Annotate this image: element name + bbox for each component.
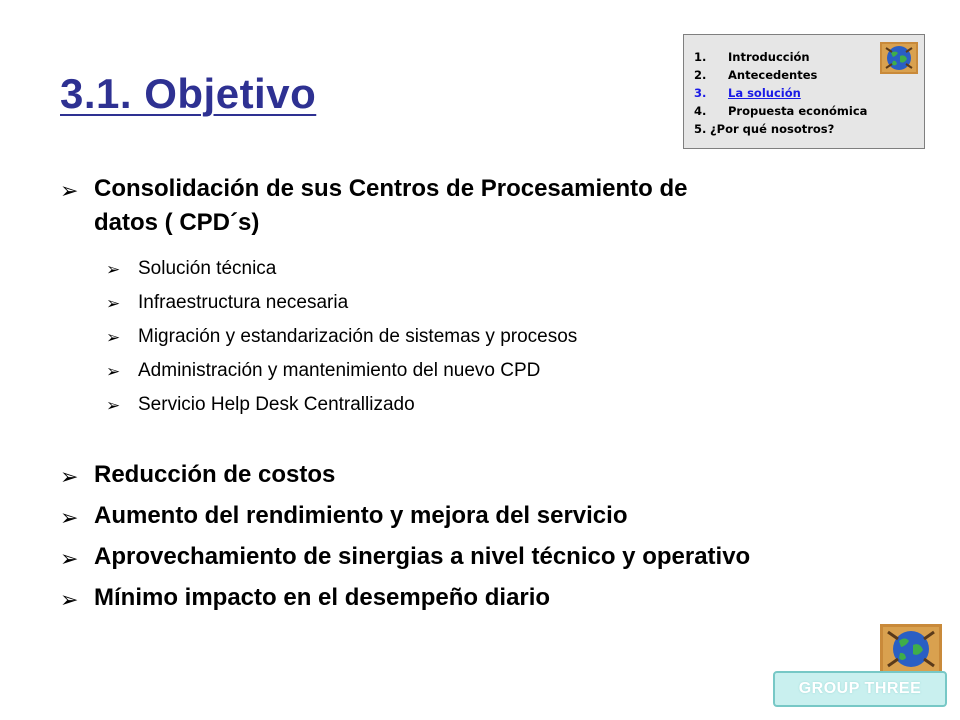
arrow-bullet-icon: ➢ (106, 362, 121, 381)
sub-bullet (106, 292, 940, 314)
sub-bullet-text: Migración y estandarización de sistemas y procesos (138, 326, 578, 347)
arrow-bullet-icon: ➢ (106, 260, 121, 279)
agenda-item-number: 5. (694, 122, 707, 136)
arrow-bullet-icon: ➢ (60, 178, 79, 203)
agenda-item-label[interactable]: La solución (728, 86, 801, 100)
arrow-bullet-icon: ➢ (106, 328, 121, 347)
bullet-text-line: datos ( CPD´s) (94, 209, 260, 236)
bullet-text: Reducción de costos (94, 461, 336, 488)
sub-bullet-text: Solución técnica (138, 258, 277, 279)
agenda-item-number: 4. (694, 104, 707, 118)
agenda-item-label: Introducción (728, 50, 810, 64)
agenda-nav-box (683, 34, 925, 149)
sub-bullet-text: Servicio Help Desk Centrallizado (138, 394, 415, 415)
page-title: 3.1. Objetivo (60, 70, 317, 117)
bullet-minimo-impacto (60, 581, 940, 615)
agenda-item-por-que-nosotros[interactable] (694, 120, 924, 138)
bullet-aumento-rendimiento (60, 499, 940, 533)
agenda-item-label: Antecedentes (728, 68, 818, 82)
benefits-list (60, 458, 940, 622)
globe-icon (880, 42, 918, 74)
sub-bullet-text: Administración y mantenimiento del nuevo CPD (138, 360, 541, 381)
bullet-text-line: Consolidación de sus Centros de Procesamiento de (94, 175, 688, 202)
globe-logo-icon (880, 624, 942, 674)
bullet-sinergias (60, 540, 940, 574)
bullet-text: Aumento del rendimiento y mejora del servicio (94, 502, 628, 529)
bullet-text: Aprovechamiento de sinergias a nivel técnico y operativo (94, 543, 751, 570)
agenda-item-number: 3. (694, 86, 707, 100)
sub-bullet (106, 258, 940, 280)
objectives-list (60, 172, 940, 428)
sub-bullet-text: Infraestructura necesaria (138, 292, 349, 313)
agenda-item-label: ¿Por qué nosotros? (710, 122, 835, 136)
agenda-item-number: 1. (694, 50, 707, 64)
arrow-bullet-icon: ➢ (106, 396, 121, 415)
arrow-bullet-icon: ➢ (60, 587, 79, 612)
sub-bullet (106, 360, 940, 382)
agenda-item-label: Propuesta económica (728, 104, 868, 118)
agenda-item-la-solucion[interactable] (694, 84, 924, 102)
arrow-bullet-icon: ➢ (60, 464, 79, 489)
bullet-text: Mínimo impacto en el desempeño diario (94, 584, 551, 611)
bullet-reduccion-costos (60, 458, 940, 492)
consolidacion-subitems (60, 258, 940, 416)
group-three-badge: GROUP THREE (773, 671, 947, 707)
arrow-bullet-icon: ➢ (106, 294, 121, 313)
agenda-item-number: 2. (694, 68, 707, 82)
sub-bullet (106, 394, 940, 416)
sub-bullet (106, 326, 940, 348)
arrow-bullet-icon: ➢ (60, 546, 79, 571)
bullet-consolidacion (60, 172, 940, 240)
agenda-item-propuesta-economica[interactable] (694, 102, 924, 120)
arrow-bullet-icon: ➢ (60, 505, 79, 530)
